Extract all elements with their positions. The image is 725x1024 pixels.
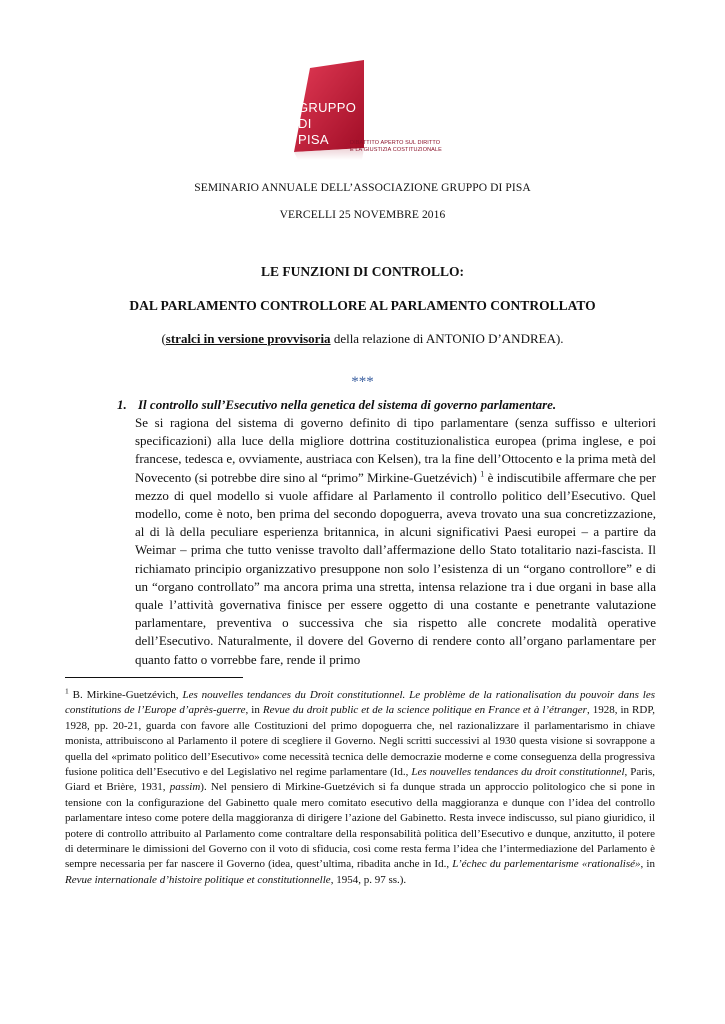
footnote-divider <box>65 677 243 678</box>
logo-title: GRUPPO DI PISA <box>298 100 357 147</box>
date-location: VERCELLI 25 NOVEMBRE 2016 <box>279 209 446 221</box>
separator: *** <box>351 374 374 390</box>
body-paragraph: Se si ragiona del sistema di governo definito di tipo parlamentare (senza suffisso e ulteriori specificazioni) alla luce della migliore dottrina costituzionalistica europea (prima inglese, e poi francese, tedesca e, ovviamente, austriaca con Kelsen), tra la fine dell’Ottocento e la prima metà del Novecento (si potrebbe dire sino al “primo” Mirkine-Guetzévich) $^1$ è indiscutibile affermare che per mezzo di quel modello si vuole affidare al Parlamento il controllo politico dell’Esecutivo. Quel modello, come è noto, ben prima del secondo dopoguerra, aveva trovato una sua concretizzazione, al di là della peculiare esperienza britannica, in alcuni significativi Paesi europei – a partire da Weimar – prima che tutto venisse travolto dall’affermazione dello Stato totalitario nazi-fascista. Il richiamato principio organizzativo presuppone non solo l’esistenza di un “organo controllore” e di un “organo controllato” ma ancora prima una stretta, intensa relazione tra i due organi in base alla quale l’attività governativa finisce per essere oggetto di una costante e penetrante valutazione parlamentare, preventiva o successiva che sia rispetto alle concrete modalità operative dell’Esecutivo. Naturalmente, il dovere del Governo di rendere conto all’organo parlamentare per quanto fatto o vorrebbe fare, rende il primo <box>135 415 656 667</box>
footnote-1: $^1$ B. Mirkine-Guetzévich, Les nouvelles tendances du Droit constitutionnel. Le problème de la rationalisation du pouvoir dans les constitutions de l’Europe d’après-guerre, in Revue du droit public et de la science politique en France et à l’étranger, 1928, in RDP, 1928, pp. 20-21, guarda con favore alle Costituzioni del primo dopoguerra che, nel razionalizzare il parlamentarismo in chiave monista, attribuiscono al Parlamento il potere di scegliere il Governo. Negli scritti successivi al 1930 questa visione si sovrappone a quella del «primato politico dell’Esecutivo» come necessità tecnica delle democrazie moderne e come conseguenza della progressiva fusione politica dell’Esecutivo e del Legislativo nel regime parlamentare (Id., Les nouvelles tendances du droit constitutionnel, Paris, Giard et Brière, 1931, passim). Nel pensiero di Mirkine-Guetzévich si fa dunque strada un approccio politologico che si pone in tensione con la configurazione del Gabinetto quale mero comitato esecutivo della maggioranza e dunque con l’idea del controllo parlamentare inteso come potere della maggioranza di dirigere l’azione del Gabinetto. Resta invece indiscusso, sul piano giuridico, il potere di controllo attribuito al Parlamento come contraltare della responsabilità politica dell’Esecutivo e dunque, anzitutto, il potere di determinare le dimissioni del Governo con il voto di sfiducia, così come resta ferma l’idea che l’intermediazione del Parlamento è sempre necessaria per far nascere il Governo (idea, quest’ultima, ribadita anche in Id., L’échec du parlementarisme «rationalisé», in Revue internationale d’histoire politique et constitutionnelle, 1954, p. 97 ss.). <box>65 686 655 886</box>
section-title: Il controllo sull’Esecutivo nella genetica del sistema di governo parlamentare. <box>138 397 557 412</box>
logo-tagline: DIBATTITO APERTO SUL DIRITTO E LA GIUSTIZIA COSTITUZIONALE <box>350 140 442 153</box>
section-heading <box>117 397 556 413</box>
section-number: 1. <box>117 397 127 412</box>
footnote-ref[interactable]: 1 <box>480 469 485 479</box>
subtitle: (stralci in versione provvisoria della relazione di ANTONIO D’ANDREA). <box>161 331 564 346</box>
title-line-1: LE FUNZIONI DI CONTROLLO: <box>261 264 464 279</box>
logo <box>292 60 442 160</box>
title-line-2: DAL PARLAMENTO CONTROLLORE AL PARLAMENTO CONTROLLATO <box>129 298 596 313</box>
seminar-header: SEMINARIO ANNUALE DELL’ASSOCIAZIONE GRUPPO DI PISA <box>194 182 531 194</box>
subtitle-underlined: stralci in versione provvisoria <box>165 331 331 346</box>
